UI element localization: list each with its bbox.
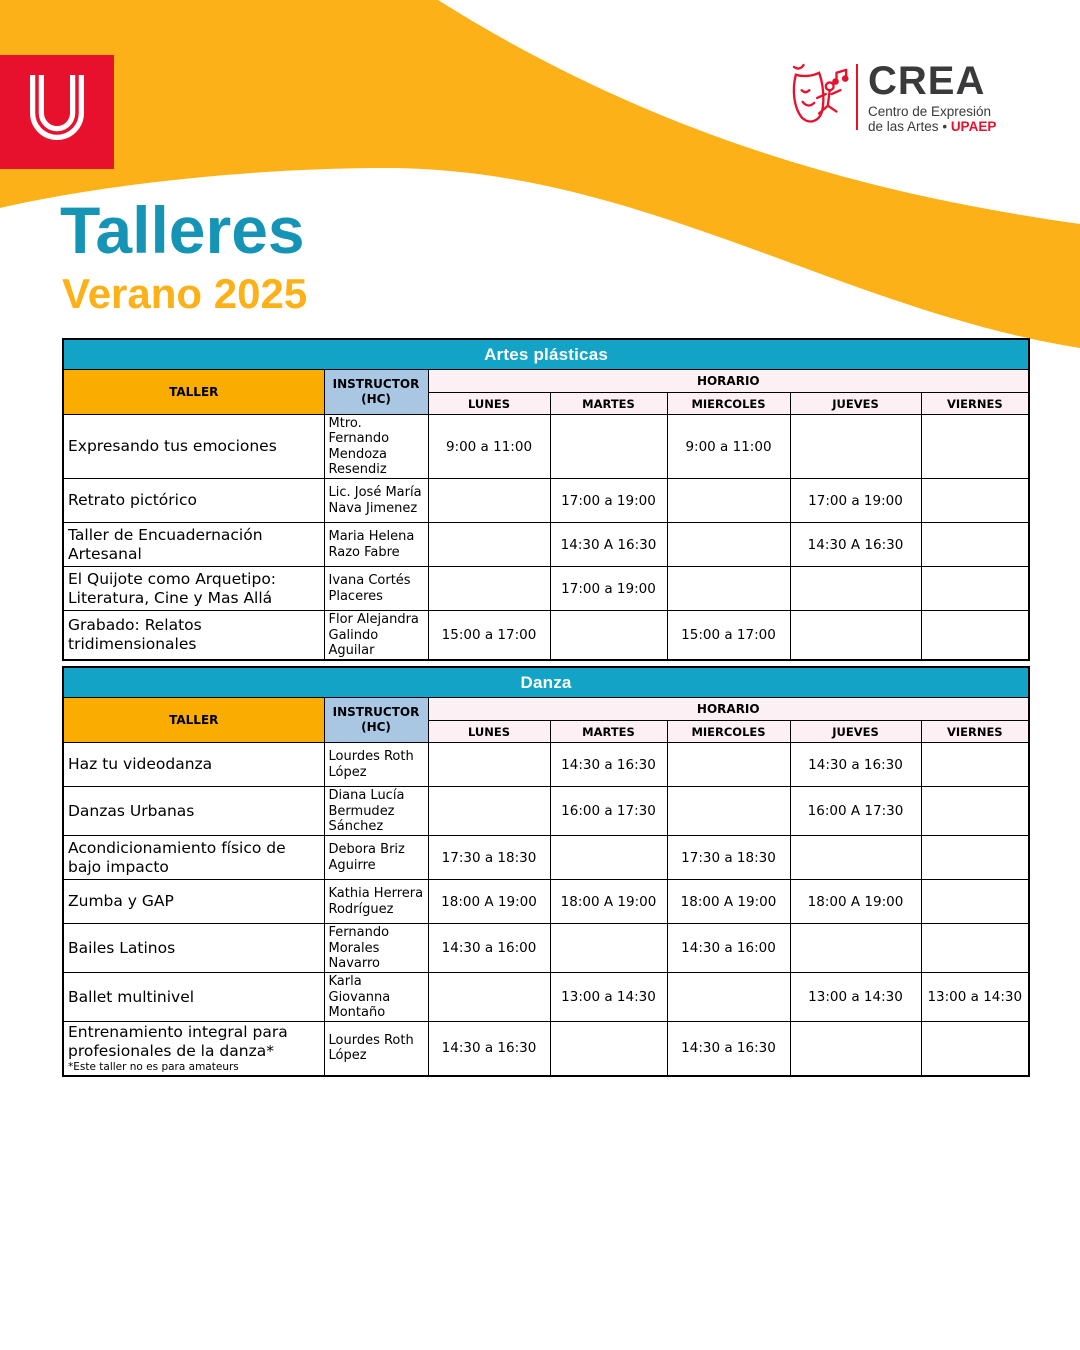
time-cell-lunes [428,787,550,836]
time-cell-martes: 18:00 A 19:00 [550,880,667,924]
day-header-viernes: VIERNES [921,721,1029,743]
time-cell-lunes [428,523,550,567]
instructor-cell: Flor Alejandra Galindo Aguilar [324,611,428,660]
crea-line1: Centro de Expresión [868,103,992,119]
time-cell-viernes [921,611,1029,660]
time-cell-lunes: 14:30 a 16:30 [428,1022,550,1076]
workshop-row [63,479,1029,523]
time-cell-jueves: 14:30 a 16:30 [790,743,921,787]
workshop-row [63,523,1029,567]
upaep-wordmark: UPAEP [950,119,997,134]
instructor-cell: Karla Giovanna Montaño [324,973,428,1022]
time-cell-lunes [428,567,550,611]
day-header-viernes: VIERNES [921,393,1029,415]
instructor-cell: Lourdes Roth López [324,1022,428,1076]
time-cell-viernes [921,523,1029,567]
taller-column-header: TALLER [63,370,324,415]
day-header-lunes: LUNES [428,393,550,415]
time-cell-martes [550,836,667,880]
taller-name-cell: Danzas Urbanas [63,787,324,836]
instructor-cell: Fernando Morales Navarro [324,924,428,973]
time-cell-lunes: 17:30 a 18:30 [428,836,550,880]
time-cell-miercoles [667,523,790,567]
time-cell-viernes [921,743,1029,787]
day-header-jueves: JUEVES [790,393,921,415]
time-cell-jueves [790,836,921,880]
instructor-cell: Lourdes Roth López [324,743,428,787]
workshop-row [63,836,1029,880]
time-cell-lunes: 18:00 A 19:00 [428,880,550,924]
instructor-cell: Debora Briz Aguirre [324,836,428,880]
time-cell-martes [550,415,667,479]
crea-line2: de las Artes • UPAEP [868,119,997,134]
time-cell-miercoles: 17:30 a 18:30 [667,836,790,880]
title-block [60,192,307,318]
day-header-jueves: JUEVES [790,721,921,743]
instructor-cell: Lic. José María Nava Jimenez [324,479,428,523]
time-cell-viernes [921,415,1029,479]
time-cell-miercoles: 15:00 a 17:00 [667,611,790,660]
workshop-row [63,611,1029,660]
crea-logo [790,52,1050,142]
taller-name-cell: Grabado: Relatos tridimensionales [63,611,324,660]
time-cell-viernes [921,836,1029,880]
horario-header: HORARIO [428,698,1029,721]
time-cell-lunes: 14:30 a 16:00 [428,924,550,973]
time-cell-martes [550,924,667,973]
taller-name-cell: Zumba y GAP [63,880,324,924]
horario-header: HORARIO [428,370,1029,393]
page-subtitle: Verano 2025 [62,270,308,317]
time-cell-jueves [790,924,921,973]
taller-name-cell: Retrato pictórico [63,479,324,523]
workshop-row [63,1022,1029,1076]
theater-mask-icon [790,61,852,133]
day-header-martes: MARTES [550,721,667,743]
taller-name-cell: El Quijote como Arquetipo: Literatura, Cine y Mas Allá [63,567,324,611]
section-title: Danza [63,667,1029,698]
instructor-cell: Diana Lucía Bermudez Sánchez [324,787,428,836]
instructor-cell: Mtro. Fernando Mendoza Resendiz [324,415,428,479]
time-cell-jueves: 13:00 a 14:30 [790,973,921,1022]
time-cell-miercoles: 18:00 A 19:00 [667,880,790,924]
instructor-cell: Maria Helena Razo Fabre [324,523,428,567]
time-cell-viernes [921,479,1029,523]
time-cell-martes: 17:00 a 19:00 [550,567,667,611]
time-cell-jueves [790,611,921,660]
time-cell-martes: 13:00 a 14:30 [550,973,667,1022]
time-cell-miercoles [667,743,790,787]
time-cell-viernes [921,787,1029,836]
taller-name-cell: Haz tu videodanza [63,743,324,787]
schedule-tables [62,338,1028,1077]
time-cell-viernes: 13:00 a 14:30 [921,973,1029,1022]
workshop-row [63,743,1029,787]
time-cell-martes: 17:00 a 19:00 [550,479,667,523]
day-header-miercoles: MIERCOLES [667,721,790,743]
time-cell-martes: 14:30 A 16:30 [550,523,667,567]
day-header-miercoles: MIERCOLES [667,393,790,415]
time-cell-miercoles [667,567,790,611]
time-cell-lunes: 9:00 a 11:00 [428,415,550,479]
time-cell-miercoles [667,787,790,836]
time-cell-jueves [790,567,921,611]
workshop-row [63,973,1029,1022]
taller-name-cell: Expresando tus emociones [63,415,324,479]
u-letter-icon [7,61,107,163]
time-cell-miercoles: 14:30 a 16:30 [667,1022,790,1076]
section-title: Artes plásticas [63,339,1029,370]
time-cell-jueves: 16:00 A 17:30 [790,787,921,836]
time-cell-jueves: 18:00 A 19:00 [790,880,921,924]
workshop-table-1 [62,666,1030,1076]
time-cell-jueves: 17:00 a 19:00 [790,479,921,523]
time-cell-jueves [790,415,921,479]
time-cell-lunes [428,743,550,787]
logo-divider [856,64,858,130]
time-cell-viernes [921,924,1029,973]
instructor-column-header: INSTRUCTOR (HC) [324,698,428,743]
time-cell-lunes [428,973,550,1022]
time-cell-jueves [790,1022,921,1076]
day-header-lunes: LUNES [428,721,550,743]
taller-footnote: *Este taller no es para amateurs [68,1061,239,1074]
workshop-row [63,787,1029,836]
workshop-row [63,415,1029,479]
time-cell-miercoles: 9:00 a 11:00 [667,415,790,479]
workshop-row [63,880,1029,924]
taller-name-cell: Ballet multinivel [63,973,324,1022]
taller-name-cell: Entrenamiento integral para profesionales de la danza* *Este taller no es para amateurs [63,1022,324,1076]
instructor-cell: Ivana Cortés Placeres [324,567,428,611]
taller-name-cell: Acondicionamiento físico de bajo impacto [63,836,324,880]
day-header-martes: MARTES [550,393,667,415]
upaep-u-logo [0,55,114,169]
time-cell-miercoles [667,479,790,523]
instructor-cell: Kathia Herrera Rodríguez [324,880,428,924]
time-cell-miercoles: 14:30 a 16:00 [667,924,790,973]
workshop-table-0 [62,338,1030,661]
taller-name-cell: Bailes Latinos [63,924,324,973]
crea-acronym: CREA [868,58,986,103]
taller-name-cell: Taller de Encuadernación Artesanal [63,523,324,567]
time-cell-lunes [428,479,550,523]
time-cell-martes: 14:30 a 16:30 [550,743,667,787]
time-cell-jueves: 14:30 A 16:30 [790,523,921,567]
time-cell-viernes [921,880,1029,924]
time-cell-martes: 16:00 a 17:30 [550,787,667,836]
time-cell-viernes [921,567,1029,611]
workshop-row [63,567,1029,611]
workshop-row [63,924,1029,973]
time-cell-viernes [921,1022,1029,1076]
time-cell-lunes: 15:00 a 17:00 [428,611,550,660]
time-cell-miercoles [667,973,790,1022]
time-cell-martes [550,611,667,660]
taller-column-header: TALLER [63,698,324,743]
page-title: Talleres [60,193,305,267]
instructor-column-header: INSTRUCTOR (HC) [324,370,428,415]
time-cell-martes [550,1022,667,1076]
